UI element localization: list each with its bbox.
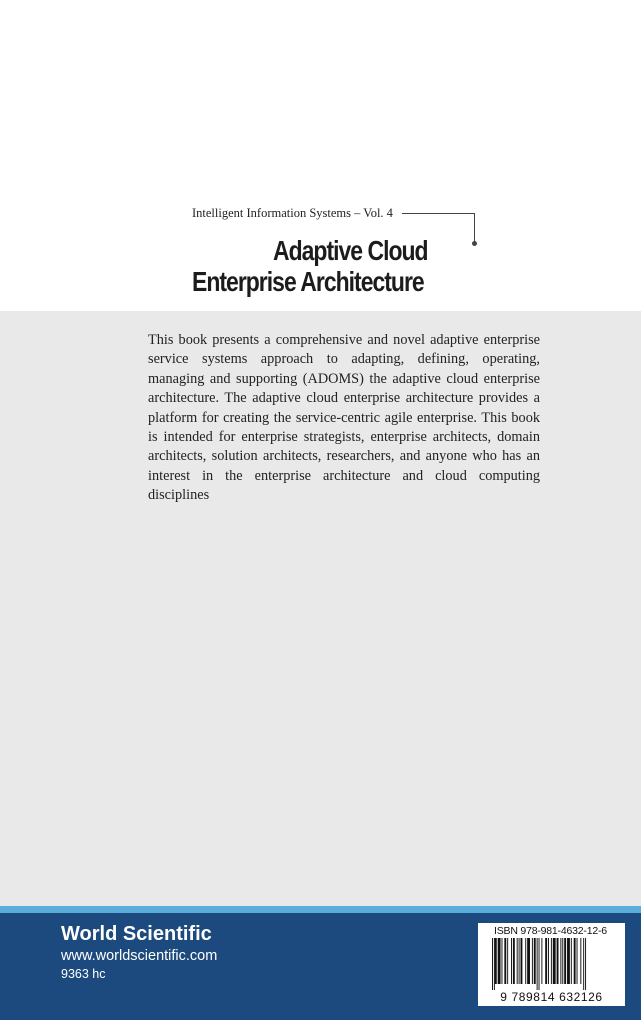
- catalog-code: 9363 hc: [61, 967, 106, 981]
- series-connector-dot: [472, 241, 477, 246]
- publisher-url: www.worldscientific.com: [61, 948, 218, 964]
- publisher-name: World Scientific: [61, 923, 212, 945]
- series-label: Intelligent Information Systems – Vol. 4: [192, 206, 393, 220]
- series-connector-vertical: [474, 213, 475, 243]
- book-description: This book presents a comprehensive and novel adaptive enterprise service systems approach to adapting, defining, operating, managing and supporting (ADOMS) the adaptive cloud enterprise architecture. The adaptive cloud enterprise architecture provides a platform for creating the service-centric agile enterprise. This book is intended for enterprise strategists, enterprise architects, domain architects, solution architects, researchers, and anyone who has an interest in the enterprise architecture and cloud computing disciplines: [148, 332, 540, 504]
- book-title-line-1: Adaptive Cloud: [273, 235, 428, 266]
- series-connector-horizontal: [402, 213, 475, 214]
- barcode-icon: [490, 938, 614, 990]
- book-title-line-2: Enterprise Architecture: [192, 266, 424, 297]
- isbn-label: ISBN 978-981-4632-12-6: [494, 925, 607, 937]
- accent-strip: [0, 906, 641, 913]
- barcode-digits: 9 789814 632126: [500, 990, 603, 1004]
